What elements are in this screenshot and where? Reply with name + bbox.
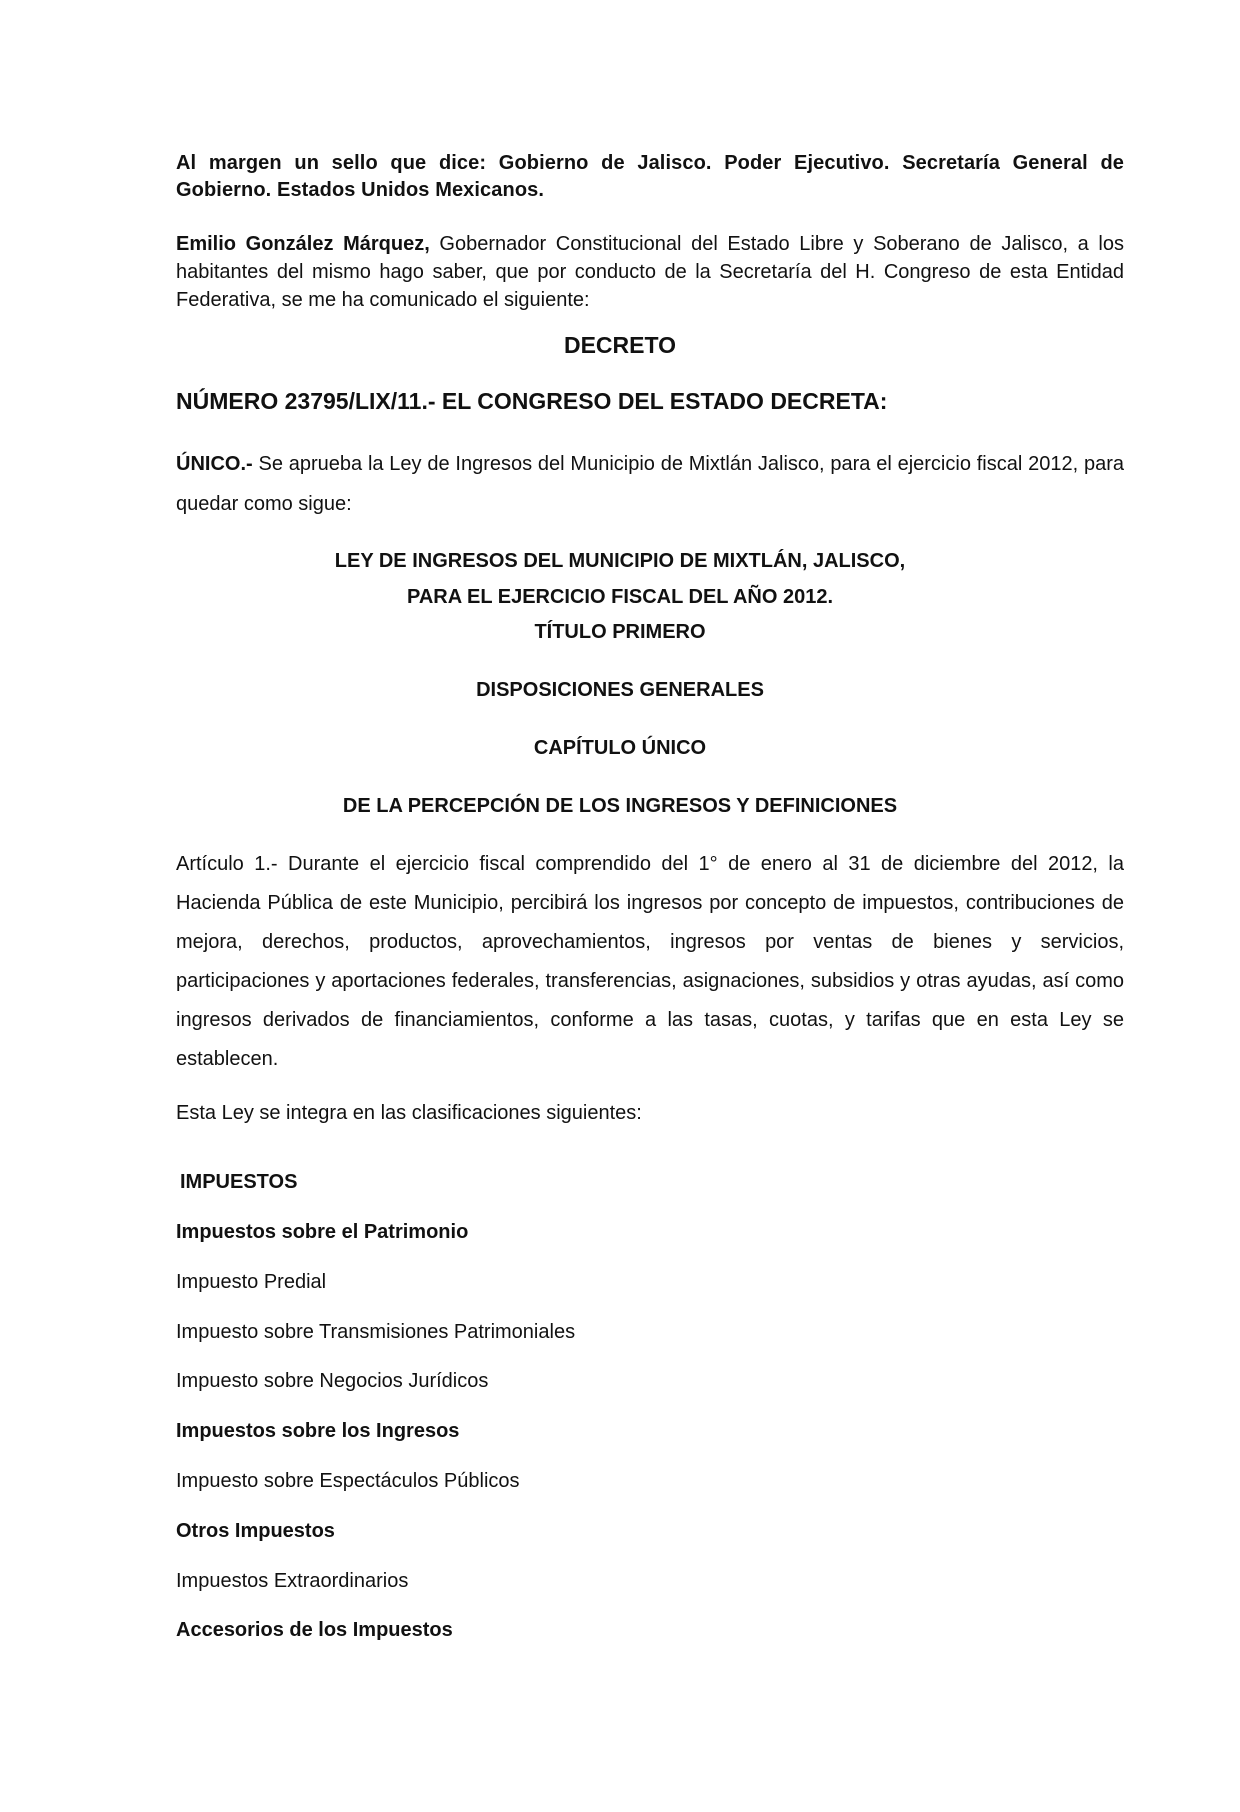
list-ingresos: Impuestos sobre los Ingresos — [176, 1420, 460, 1442]
unico-text: Se aprueba la Ley de Ingresos del Municipio de Mixtlán Jalisco, para el ejercicio fiscal 2012, para quedar como sigue: — [176, 453, 1124, 515]
list-impuestos: IMPUESTOS — [180, 1171, 298, 1193]
list-patrimonio: Impuestos sobre el Patrimonio — [176, 1221, 469, 1243]
capitulo-title: DE LA PERCEPCIÓN DE LOS INGRESOS Y DEFINICIONES — [342, 795, 898, 817]
disposiciones-heading: DISPOSICIONES GENERALES — [476, 679, 764, 701]
list-extraordinarios: Impuestos Extraordinarios — [176, 1570, 409, 1592]
list-negocios: Impuesto sobre Negocios Jurídicos — [176, 1370, 489, 1392]
list-espectaculos: Impuesto sobre Espectáculos Públicos — [176, 1470, 520, 1492]
unico-label: ÚNICO.- — [176, 453, 253, 475]
decreto-heading: DECRETO — [563, 332, 677, 358]
titulo-heading: TÍTULO PRIMERO — [534, 621, 706, 643]
governor-text: Gobernador Constitucional del Estado Libre y Soberano de Jalisco, a los habitantes del mismo hago saber, que por conducto de la Secretaría del H. Congreso de esta Entidad Federativa, se me ha comunicado el siguiente: — [176, 233, 1124, 311]
list-predial: Impuesto Predial — [176, 1271, 327, 1293]
clasificaciones-intro: Esta Ley se integra en las clasificaciones siguientes: — [176, 1102, 642, 1124]
list-transmisiones: Impuesto sobre Transmisiones Patrimoniales — [176, 1321, 576, 1343]
law-title-line-1: LEY DE INGRESOS DEL MUNICIPIO DE MIXTLÁN, JALISCO, — [334, 550, 906, 572]
intro-seal-paragraph: Al margen un sello que dice: Gobierno de Jalisco. Poder Ejecutivo. Secretaría General de Gobierno. Estados Unidos Mexicanos. — [176, 152, 1124, 201]
governor-name: Emilio González Márquez, — [176, 233, 430, 255]
articulo-1-paragraph: Artículo 1.- Durante el ejercicio fiscal comprendido del 1° de enero al 31 de diciembre del 2012, la Hacienda Pública de este Municipio, percibirá los ingresos por concepto de impuestos, contribuciones de mejora, derechos, productos, aprovechamientos, ingresos por ventas de bienes y servicios, participaciones y aportaciones federales, transferencias, asignaciones, subsidios y otras ayudas, así como ingresos derivados de financiamientos, conforme a las tasas, cuotas, y tarifas que en esta Ley se establecen. — [176, 853, 1124, 1070]
numero-heading: NÚMERO 23795/LIX/11.- EL CONGRESO DEL ESTADO DECRETA: — [176, 388, 888, 414]
governor-paragraph — [176, 230, 1124, 314]
unico-paragraph — [176, 444, 1124, 524]
capitulo-heading: CAPÍTULO ÚNICO — [533, 737, 707, 759]
list-otros: Otros Impuestos — [176, 1520, 335, 1542]
list-accesorios: Accesorios de los Impuestos — [176, 1619, 453, 1641]
law-title-line-2: PARA EL EJERCICIO FISCAL DEL AÑO 2012. — [406, 586, 834, 608]
